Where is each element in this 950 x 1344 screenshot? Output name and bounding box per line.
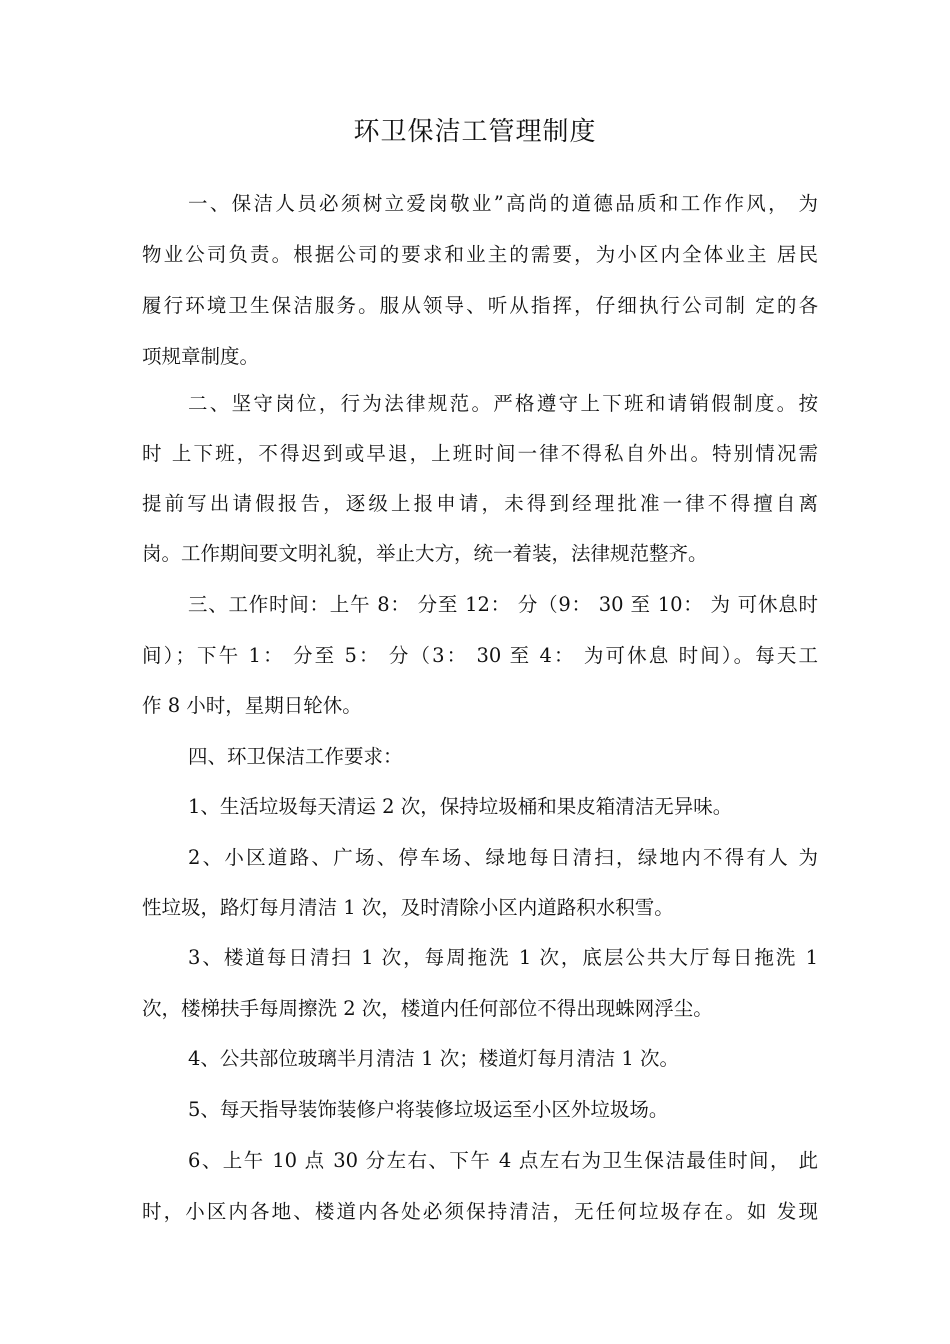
paragraph-line: 4、公共部位玻璃半月清洁 1 次；楼道灯每月清洁 1 次。 [188,1047,680,1070]
paragraph-line: 次，楼梯扶手每周擦洗 2 次，楼道内任何部位不得出现蛛网浮尘。 [142,997,713,1020]
paragraph-line: 四、环卫保洁工作要求： [188,745,403,768]
paragraph-line: 2、小区道路、广场、停车场、绿地每日清扫，绿地内不得有人 为 [188,846,818,869]
paragraph-line: 岗。工作期间要文明礼貌，举止大方，统一着装，法律规范整齐。 [142,542,708,565]
paragraph-line: 作 8 小时，星期日轮休。 [142,694,362,717]
paragraph-line: 三、工作时间：上午 8： 分至 12： 分（9： 30 至 10： 为 可休息时 [188,593,818,616]
paragraph-line: 间）；下午 1： 分至 5： 分（3： 30 至 4： 为可休息 时间）。每天工 [142,644,818,667]
paragraph-line: 物业公司负责。根据公司的要求和业主的需要，为小区内全体业主 居民 [142,243,818,266]
paragraph-line: 性垃圾，路灯每月清洁 1 次，及时清除小区内道路积水积雪。 [142,896,674,919]
document-title: 环卫保洁工管理制度 [353,117,597,147]
paragraph-line: 提前写出请假报告，逐级上报申请，未得到经理批准一律不得擅自离 [142,492,818,515]
paragraph-line: 6、上午 10 点 30 分左右、下午 4 点左右为卫生保洁最佳时间， 此 [188,1149,818,1172]
paragraph-line: 二、坚守岗位，行为法律规范。严格遵守上下班和请销假制度。按 [188,392,818,415]
paragraph-line: 5、每天指导装饰装修户将装修垃圾运至小区外垃圾场。 [188,1098,669,1121]
paragraph-line: 项规章制度。 [142,345,260,368]
paragraph-line: 3、楼道每日清扫 1 次，每周拖洗 1 次，底层公共大厅每日拖洗 1 [188,946,818,969]
paragraph-line: 时 上下班，不得迟到或早退，上班时间一律不得私自外出。特别情况需 [142,442,818,465]
paragraph-line: 时，小区内各地、楼道内各处必须保持清洁，无任何垃圾存在。如 发现 [142,1200,818,1223]
paragraph-line: 一、保洁人员必须树立爱岗敬业”高尚的道德品质和工作作风， 为 [188,192,818,215]
paragraph-line: 履行环境卫生保洁服务。服从领导、听从指挥，仔细执行公司制 定的各 [142,294,818,317]
paragraph-line: 1、生活垃圾每天清运 2 次，保持垃圾桶和果皮箱清洁无异味。 [188,795,733,818]
